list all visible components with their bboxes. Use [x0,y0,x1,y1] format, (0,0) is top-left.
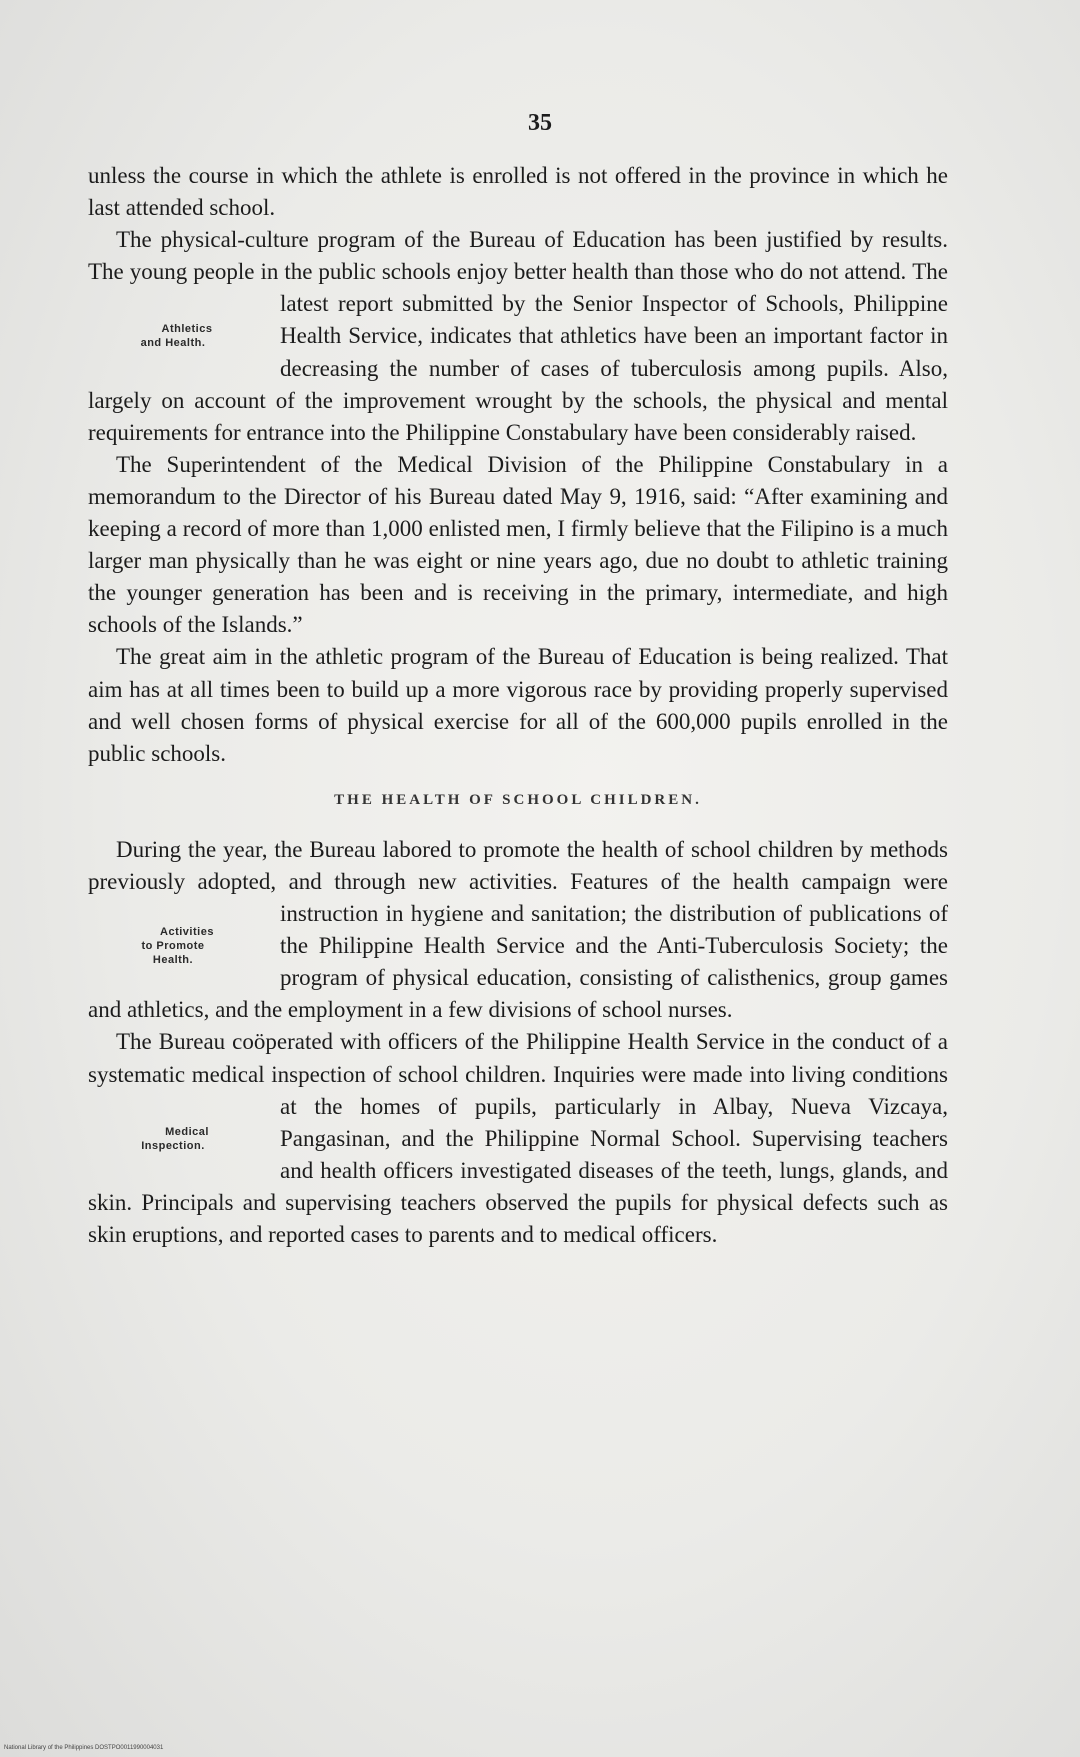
paragraph-5-rest: in hygiene and sanitation; the distribution of publications of the Philippine Health Service and the Anti-Tuberculosis Society; the program of physical education, consisting of calisthenics, group games and athletics, and the employment in a few divisions of school nurses. [88,901,948,1023]
paragraph-2 [88,224,948,449]
paragraph-6-rest: the homes of pupils, particularly in Albay, Nueva Vizcaya, Pangasinan, and the Philippine Normal School. Supervising teachers and health officers investigated diseases of the teeth, lungs, glands, and skin. Principals and supervising teachers observed the pupils for physical defects such as skin eruptions, and reported cases to parents and to medical officers. [88,1093,948,1247]
paragraph-5-lead: During the year, the Bureau labored to promote the health of school children by methods previously adopted, and through new activities. Features of the health campaign were instruction [88,836,948,927]
paragraph-4: The great aim in the athletic program of the Bureau of Education is being realized. That aim has at all times been to build up a more vigorous race by providing properly supervised and well chosen forms of physical exercise for all of the 600,000 pupils enrolled in the public schools. [88,644,948,766]
paragraph-6 [88,1026,948,1251]
section-heading: THE HEALTH OF SCHOOL CHILDREN. [334,791,702,808]
paragraph-3: The Superintendent of the Medical Division of the Philippine Constabulary in a memorandum to the Director of his Bureau dated May 9, 1916, said: “After examining and keeping a record of more than 1,000 enlisted men, I firmly believe that the Filipino is a much larger man physically than he was eight or nine years ago, due no doubt to athletic training the younger generation has been and is receiving in the primary, intermediate, and high schools of the Islands.” [88,451,948,638]
sidenote-athletics-health [88,288,258,384]
archive-footer: National Library of the Philippines DOSTPO0011990004031 [4,1745,164,1751]
sidenote-activities-health [88,898,258,994]
paragraph-1: unless the course in which the athlete is enrolled is not offered in the province in which he last attended school. [88,163,948,221]
sidenote-medical-inspection-label: Medical Inspection. [141,1125,209,1152]
paragraph-5 [88,834,948,1027]
paragraph-2-rest: The latest report submitted by the Senior Inspector of Schools, Philippine Health Service, indicates that athletics have been an important factor in decreasing the number of cases of tuberculosis among pupils. Also, largely on account of the improvement wrought by the schools, the physical and mental requirements for entrance into the Philippine Constabulary have been considerably raised. [88,259,948,445]
paragraph-2-lead: The physical-culture program of the Bureau of Education has been justified by results. The young people in the public schools enjoy better health than those who do not attend. [88,227,948,285]
paragraph-6-lead: The Bureau coöperated with officers of the Philippine Health Service in the conduct of a systematic medical inspection of school children. Inquiries were made into living conditions at [88,1029,948,1119]
sidenote-athletics-health-label: Athletics and Health. [140,323,213,350]
sidenote-activities-health-label: Activities to Promote Health. [141,926,214,967]
page-body [88,160,948,1251]
sidenote-medical-inspection [88,1091,258,1187]
page-number: 35 [528,110,552,136]
